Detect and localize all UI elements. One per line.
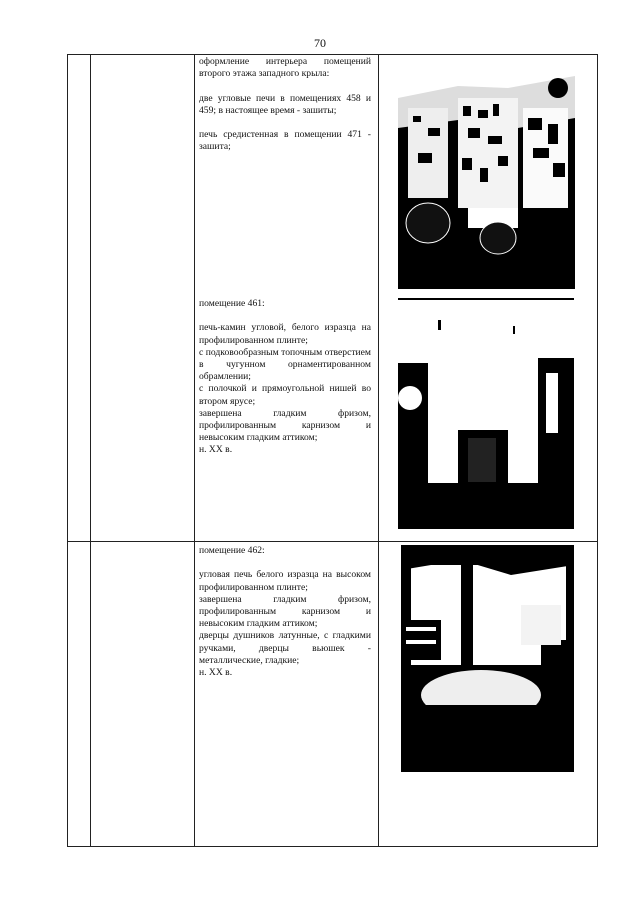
wall-stove-471: печь средистенная в помещении 471 - зашита; (199, 129, 371, 153)
room-461-heading: помещение 461: (199, 298, 265, 309)
room-462-line: угловая печь белого изразца на высоком профилированном плинте; (199, 569, 371, 593)
photo-rooms-interior (398, 58, 575, 289)
row1-description (199, 56, 371, 166)
room-461-line: с подковообразным топочным отверстием в чугунном орнаментированном обрамлении; (199, 346, 371, 383)
room-461-date: н. XX в. (199, 444, 233, 456)
room-462-line: завершена гладким фризом, профилированным карнизом и невысоким гладким аттиком; (199, 593, 371, 630)
photo-room-461 (398, 298, 574, 529)
room-462-description (199, 545, 371, 679)
room-461-line: печь-камин угловой, белого изразца на профилированном плинте; (199, 322, 371, 346)
room-461-line: с полочкой и прямоугольной нишей во втором ярусе; (199, 383, 371, 407)
photo-room-462 (401, 545, 574, 772)
room-462-date: н. XX в. (199, 667, 233, 679)
room-462-heading: помещение 462: (199, 545, 265, 556)
room-461-line: завершена гладким фризом, профилированным карнизом и невысоким гладким аттиком; (199, 407, 371, 444)
room-461-description (199, 298, 371, 457)
room-462-line: дверцы душников латунные, с гладкими ручками, дверцы вьюшек - металлические, гладкие; (199, 630, 371, 666)
interior-heading: оформление интерьера помещений второго этажа западного крыла: (199, 56, 371, 80)
corner-stoves-458-459: две угловые печи в помещениях 458 и 459; в настоящее время - зашиты; (199, 92, 371, 116)
page-number: 70 (314, 36, 326, 50)
